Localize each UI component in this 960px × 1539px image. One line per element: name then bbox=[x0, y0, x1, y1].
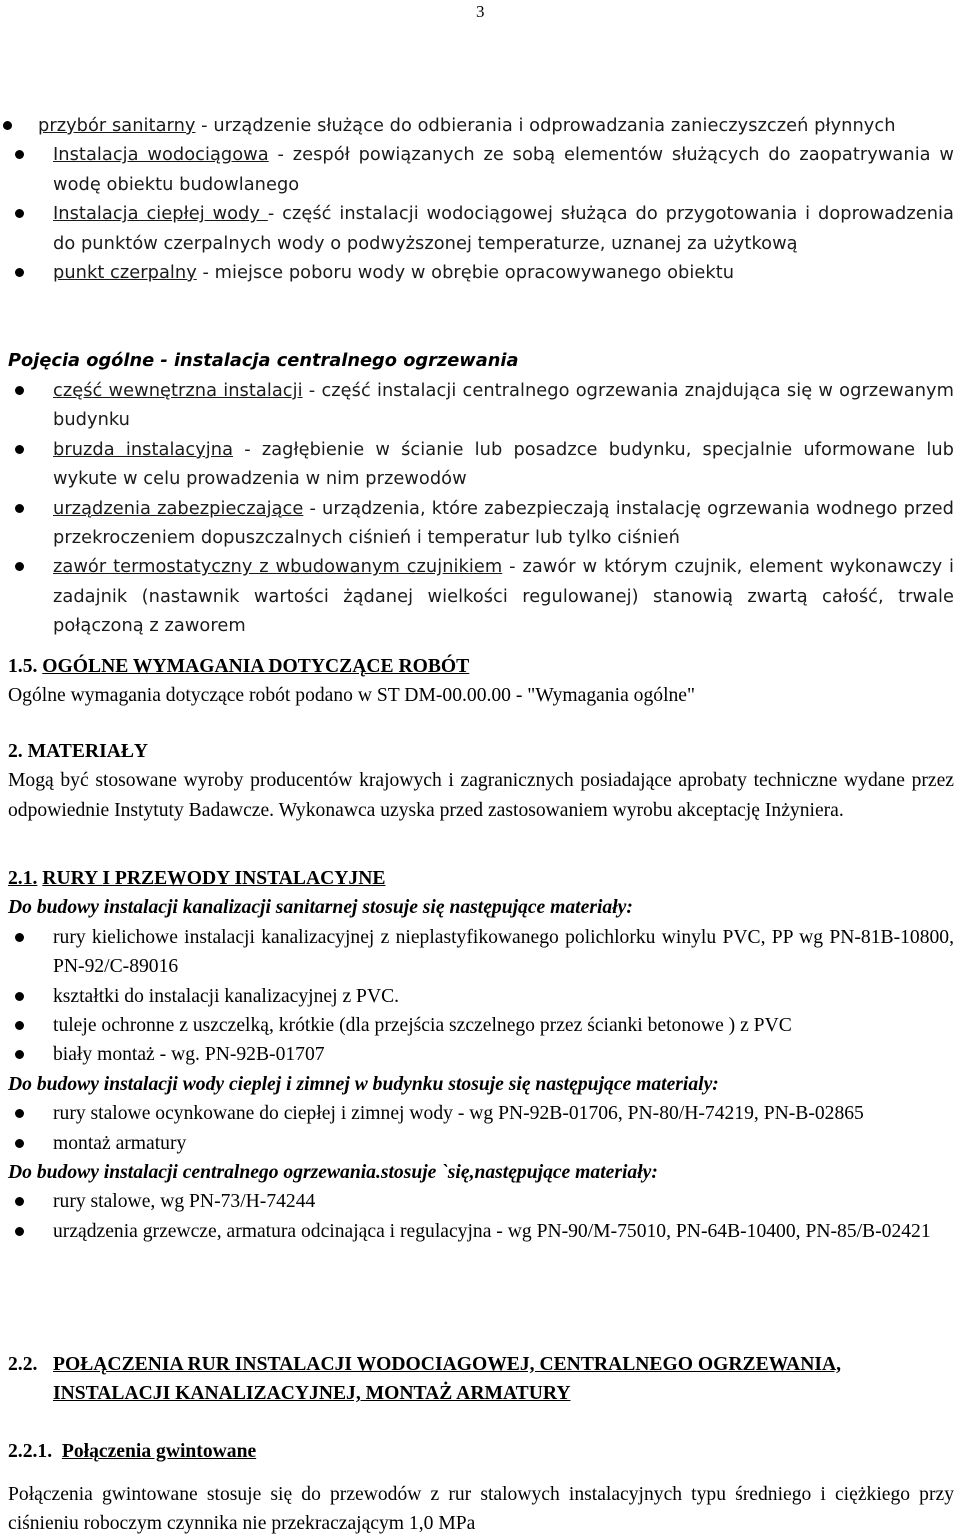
list-item: część wewnętrzna instalacji - część instalacji centralnego ogrzewania znajdująca się w ogrzewanym budynku bbox=[8, 376, 954, 435]
list-item: tuleje ochronne z uszczelką, krótkie (dla przejścia szczelnego przez ścianki betonowe ) z PVC bbox=[8, 1011, 954, 1040]
bullet-icon bbox=[15, 1197, 24, 1206]
definition: część instalacji wodociągowej służąca do przygotowania i doprowadzenia do punktów czerpalnych wody o podwyższonej temperaturze, uznanej za użytkową bbox=[53, 203, 954, 254]
definition: urządzenie służące do odbierania i odprowadzania zanieczyszczeń płynnych bbox=[213, 115, 896, 136]
list-item: punkt czerpalny - miejsce poboru wody w obrębie opracowywanego obiektu bbox=[8, 258, 954, 287]
section-2 bbox=[8, 737, 954, 825]
list-item: Instalacja wodociągowa - zespół powiązanych ze sobą elementów służących do zaopatrywania w wodę obiektu budowlanego bbox=[8, 140, 954, 199]
list-item: Instalacja ciepłej wody - część instalacji wodociągowej służąca do przygotowania i doprowadzenia do punktów czerpalnych wody o podwyższonej temperaturze, uznanej za użytkową bbox=[8, 199, 954, 258]
definitions-water bbox=[8, 111, 954, 287]
list-item: bruzda instalacyjna - zagłębienie w ścianie lub posadzce budynku, specjalnie uformowane lub wykute w celu prowadzenia w nim przewodów bbox=[8, 435, 954, 494]
bullet-icon bbox=[15, 1021, 24, 1030]
bullet-icon bbox=[15, 992, 24, 1001]
term: część wewnętrzna instalacji bbox=[53, 380, 303, 401]
list-item: montaż armatury bbox=[8, 1129, 954, 1158]
definition: zespół powiązanych ze sobą elementów służących do zaopatrywania w wodę obiektu budowlanego bbox=[53, 144, 954, 195]
list-item: urządzenia zabezpieczające - urządzenia, które zabezpieczają instalację ogrzewania wodnego przed przekroczeniem dopuszczalnych ciśnień i temperatur lub tylko ciśnień bbox=[8, 494, 954, 553]
section-2-2 bbox=[8, 1350, 954, 1409]
list-item: rury kielichowe instalacji kanalizacyjnej z nieplastyfikowanego polichlorku winylu PVC, PP wg PN-81B-10800, PN-92/C-89016 bbox=[8, 923, 954, 982]
list-item: kształtki do instalacji kanalizacyjnej z PVC. bbox=[8, 982, 954, 1011]
bullet-icon bbox=[15, 1050, 24, 1059]
section-2-2-1-text: Połączenia gwintowane stosuje się do przewodów z rur stalowych instalacyjnych typu średniego i ciężkiego przy ciśnieniu roboczym czynnika nie przekraczającym 1,0 MPa bbox=[8, 1484, 954, 1535]
bullet-icon bbox=[15, 933, 24, 942]
co-heading: Do budowy instalacji centralnego ogrzewania.stosuje `się,następujące materiały: bbox=[8, 1162, 658, 1184]
section-heading: 2.2. POŁĄCZENIA RUR INSTALACJI WODOCIAGOWEJ, CENTRALNEGO OGRZEWANIA, INSTALACJI KANALIZACYJNEJ, MONTAŻ ARMATURY bbox=[8, 1354, 842, 1405]
definition: zagłębienie w ścianie lub posadzce budynku, specjalnie uformowane lub wykute w celu prowadzenia w nim przewodów bbox=[53, 438, 954, 490]
bullet-icon bbox=[3, 121, 12, 130]
section-heading: 2. MATERIAŁY bbox=[8, 741, 149, 762]
term: urządzenia zabezpieczające bbox=[53, 497, 304, 519]
kanalizacja-heading: Do budowy instalacji kanalizacji sanitarnej stosuje się następujące materiały: bbox=[8, 897, 633, 919]
section-2-1 bbox=[8, 864, 954, 1246]
term: Instalacja ciepłej wody bbox=[53, 203, 268, 225]
heating-definitions-heading: Pojęcia ogólne - instalacja centralnego ogrzewania bbox=[8, 350, 519, 371]
list-item: zawór termostatyczny z wbudowanym czujnikiem - zawór w którym czujnik, element wykonawczy i zadajnik (nastawnik wartości żądanej wielkości regulowanej) stanowią zwartą całość, trwale połączoną z zaworem bbox=[8, 552, 954, 640]
bullet-icon bbox=[15, 445, 24, 454]
bullet-icon bbox=[15, 268, 24, 277]
bullet-icon bbox=[15, 386, 24, 395]
definitions-heating bbox=[8, 376, 954, 641]
bullet-icon bbox=[15, 150, 24, 159]
section-heading: 2.2.1. Połączenia gwintowane bbox=[8, 1441, 257, 1462]
section-heading: 1.5. OGÓLNE WYMAGANIA DOTYCZĄCE ROBÓT bbox=[8, 656, 470, 677]
page-number: 3 bbox=[476, 2, 485, 21]
definition: urządzenia, które zabezpieczają instalację ogrzewania wodnego przed przekroczeniem dopuszczalnych ciśnień i temperatur lub tylko ciśnień bbox=[53, 497, 954, 549]
term: punkt czerpalny bbox=[53, 262, 197, 284]
list-item: przybór sanitarny - urządzenie służące do odbierania i odprowadzania zanieczyszczeń płynnych bbox=[8, 111, 954, 140]
section-text: Mogą być stosowane wyroby producentów krajowych i zagranicznych posiadające aprobaty techniczne wydane przez odpowiednie Instytuty Badawcze. Wykonawca uzyska przed zastosowaniem wyrobu akceptację Inżyniera. bbox=[8, 770, 954, 821]
definition: miejsce poboru wody w obrębie opracowywanego obiektu bbox=[214, 262, 735, 284]
bullet-icon bbox=[15, 562, 24, 571]
list-item: biały montaż - wg. PN-92B-01707 bbox=[8, 1040, 954, 1069]
list-item: rury stalowe ocynkowane do ciepłej i zimnej wody - wg PN-92B-01706, PN-80/H-74219, PN-B-02865 bbox=[8, 1099, 954, 1128]
list-item: rury stalowe, wg PN-73/H-74244 bbox=[8, 1187, 954, 1216]
term: zawór termostatyczny z wbudowanym czujnikiem bbox=[53, 556, 503, 578]
term: bruzda instalacyjna bbox=[53, 438, 234, 460]
definition: zawór w którym czujnik, element wykonawczy i zadajnik (nastawnik wartości żądanej wielkości regulowanej) stanowią zwartą całość, trwale połączoną z zaworem bbox=[53, 556, 955, 637]
section-text: Ogólne wymagania dotyczące robót podano w ST DM-00.00.00 - "Wymagania ogólne" bbox=[8, 685, 696, 707]
section-2-2-1 bbox=[8, 1437, 954, 1466]
bullet-icon bbox=[15, 1139, 24, 1148]
bullet-icon bbox=[15, 1227, 24, 1236]
bullet-icon bbox=[15, 209, 24, 218]
kanalizacja-list bbox=[8, 923, 954, 1070]
woda-list bbox=[8, 1099, 954, 1158]
list-item: urządzenia grzewcze, armatura odcinająca i regulacyjna - wg PN-90/M-75010, PN-64B-10400, PN-85/B-02421 bbox=[8, 1217, 954, 1246]
definition: część instalacji centralnego ogrzewania znajdująca się w ogrzewanym budynku bbox=[53, 380, 954, 431]
bullet-icon bbox=[15, 504, 24, 513]
co-list bbox=[8, 1187, 954, 1246]
bullet-icon bbox=[15, 1109, 24, 1118]
woda-heading: Do budowy instalacji wody cieplej i zimnej w budynku stosuje się następujące materialy: bbox=[8, 1073, 719, 1095]
section-heading: 2.1. RURY I PRZEWODY INSTALACYJNE bbox=[8, 868, 386, 889]
section-1-5 bbox=[8, 652, 954, 711]
term: przybór sanitarny bbox=[38, 115, 196, 136]
term: Instalacja wodociągowa bbox=[53, 144, 269, 166]
